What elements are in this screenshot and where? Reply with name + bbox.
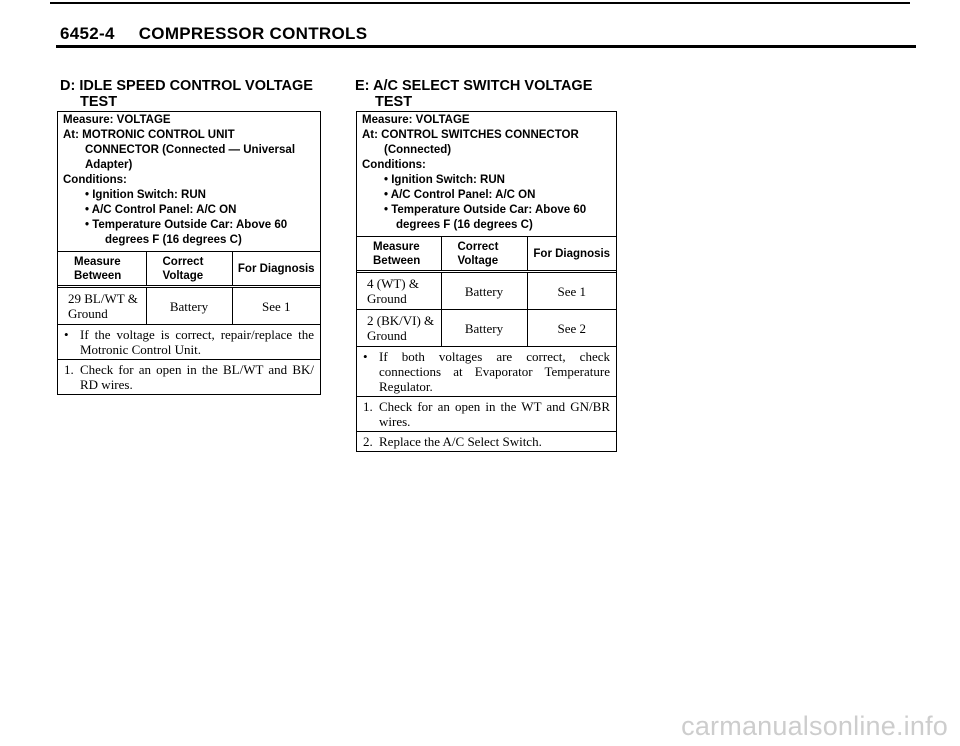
conditions-label: Conditions: xyxy=(63,174,127,186)
at-line: At: CONTROL SWITCHES CONNECTOR xyxy=(362,129,579,141)
condition-continuation: degrees F (16 degrees C) xyxy=(105,234,242,246)
col-for-diagnosis: For Diagnosis xyxy=(232,252,320,287)
cell-diagnosis: See 2 xyxy=(527,310,616,347)
condition-continuation: degrees F (16 degrees C) xyxy=(396,219,533,231)
top-rule xyxy=(50,2,910,4)
col-measure-between: Measure Between xyxy=(58,252,146,287)
note-item: • If both voltages are correct, check connections at Evaporator Temperature Regulator. xyxy=(363,349,610,394)
cell-measure: 29 BL/WT & Ground xyxy=(58,287,146,325)
cell-voltage: Battery xyxy=(441,272,527,310)
cell-diagnosis: See 1 xyxy=(527,272,616,310)
section-d-box xyxy=(57,111,321,395)
section-d-notes xyxy=(58,325,320,394)
note-item: 1. Check for an open in the WT and GN/BR wires. xyxy=(357,396,616,431)
section-e-title-line1: E: A/C SELECT SWITCH VOLTAGE xyxy=(355,78,593,94)
note-item: 1. Check for an open in the BL/WT and BK/ RD wires. xyxy=(58,359,320,394)
section-d-measure-block xyxy=(58,112,320,251)
table-row xyxy=(58,287,320,325)
cell-diagnosis: See 1 xyxy=(232,287,320,325)
condition-item: • Temperature Outside Car: Above 60 xyxy=(384,204,587,216)
note-item: • If the voltage is correct, repair/replace the Motronic Control Unit. xyxy=(64,327,314,357)
cell-voltage: Battery xyxy=(146,287,232,325)
at-line: At: MOTRONIC CONTROL UNIT xyxy=(63,129,235,141)
page-number: 6452-4 xyxy=(60,24,115,43)
page-header xyxy=(60,24,367,44)
cell-voltage: Battery xyxy=(441,310,527,347)
conditions-label: Conditions: xyxy=(362,159,426,171)
measure-line: Measure: VOLTAGE xyxy=(63,114,171,126)
col-correct-voltage: Correct Voltage xyxy=(146,252,232,287)
header-rule xyxy=(56,45,916,48)
section-d-table xyxy=(58,251,320,325)
section-e-notes xyxy=(357,347,616,451)
col-correct-voltage: Correct Voltage xyxy=(441,237,527,272)
at-detail-1: (Connected) xyxy=(384,144,452,156)
col-for-diagnosis: For Diagnosis xyxy=(527,237,616,272)
at-detail-2: Adapter) xyxy=(85,159,133,171)
condition-item: • A/C Control Panel: A/C ON xyxy=(85,204,237,216)
note-item: 2. Replace the A/C Select Switch. xyxy=(357,431,616,451)
at-detail-1: CONNECTOR (Connected — Universal xyxy=(85,144,296,156)
table-row xyxy=(357,310,616,347)
measure-line: Measure: VOLTAGE xyxy=(362,114,470,126)
section-e-box xyxy=(356,111,617,452)
watermark: carmanualsonline.info xyxy=(681,711,948,741)
condition-item: • Ignition Switch: RUN xyxy=(384,174,505,186)
section-d-title-line2: TEST xyxy=(80,94,118,110)
section-d-title-line1: D: IDLE SPEED CONTROL VOLTAGE xyxy=(60,78,313,94)
section-e-title xyxy=(355,78,592,110)
cell-measure: 4 (WT) & Ground xyxy=(357,272,441,310)
section-d-title xyxy=(60,78,313,110)
table-header-row xyxy=(58,252,320,287)
section-e-title-line2: TEST xyxy=(375,94,413,110)
condition-item: • A/C Control Panel: A/C ON xyxy=(384,189,536,201)
section-e-table xyxy=(357,236,616,347)
table-header-row xyxy=(357,237,616,272)
table-row xyxy=(357,272,616,310)
col-measure-between: Measure Between xyxy=(357,237,441,272)
condition-item: • Temperature Outside Car: Above 60 xyxy=(85,219,288,231)
page-title: COMPRESSOR CONTROLS xyxy=(138,24,368,43)
condition-item: • Ignition Switch: RUN xyxy=(85,189,206,201)
section-e-measure-block xyxy=(357,112,616,236)
cell-measure: 2 (BK/VI) & Ground xyxy=(357,310,441,347)
